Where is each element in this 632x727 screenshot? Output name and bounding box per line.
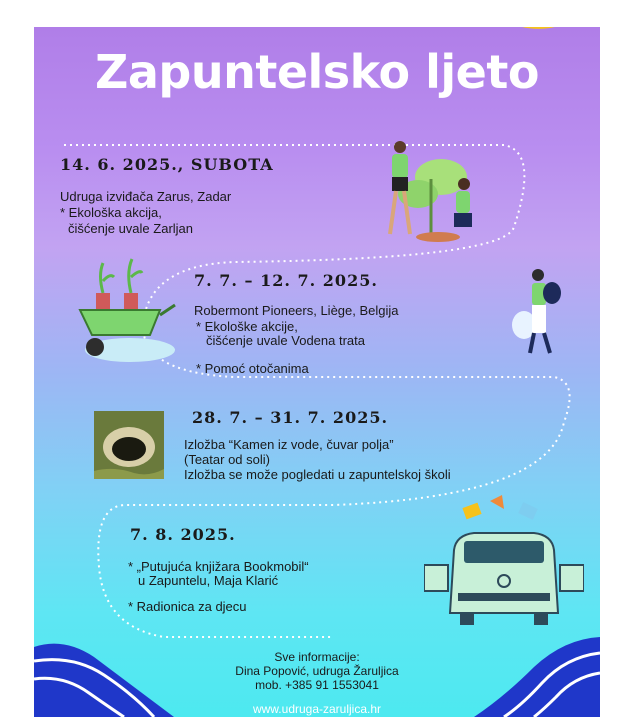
footer-phone: mob. +385 91 1553041 (255, 678, 379, 692)
event-line: Robermont Pioneers, Liège, Belgija (194, 303, 399, 318)
bookmobile-van-illustration (424, 495, 584, 635)
event-date: 28. 7. – 31. 7. 2025. (192, 408, 389, 427)
wheelbarrow-illustration (70, 255, 180, 365)
event-line: * Ekološke akcije, (196, 319, 298, 334)
gardeners-illustration (356, 139, 486, 249)
footer-website[interactable]: www.udruga-zaruljica.hr (252, 702, 382, 716)
event-line: u Zapuntelu, Maja Klarić (138, 573, 279, 588)
event-date: 7. 8. 2025. (130, 525, 236, 544)
yellow-wave-decoration (494, 27, 600, 40)
event-line: (Teatar od soli) (184, 452, 270, 467)
event-line: * „Putujuća knjižara Bookmobil“ (128, 559, 309, 574)
footer-contact: Dina Popović, udruga Žaruljica (235, 664, 399, 678)
event-line: čišćenje uvale Zarljan (68, 221, 194, 236)
event-line: Izložba “Kamen iz vode, čuvar polja” (184, 437, 394, 452)
event-date: 14. 6. 2025., SUBOTA (60, 155, 274, 174)
volunteer-illustration (512, 267, 572, 357)
stone-well-photo (94, 411, 164, 479)
event-date: 7. 7. – 12. 7. 2025. (194, 271, 378, 290)
event-line: * Radionica za djecu (128, 599, 247, 614)
event-line: * Pomoć otočanima (196, 361, 309, 376)
event-line: Udruga izviđača Zarus, Zadar (60, 189, 232, 204)
event-line: Izložba se može pogledati u zapuntelskoj školi (184, 467, 451, 482)
event-line: čišćenje uvale Vodena trata (206, 333, 365, 348)
poster-title: Zapuntelsko ljeto (95, 45, 539, 99)
footer-heading: Sve informacije: (274, 650, 360, 664)
event-line: * Ekološka akcija, (60, 205, 162, 220)
event-poster (34, 27, 600, 717)
